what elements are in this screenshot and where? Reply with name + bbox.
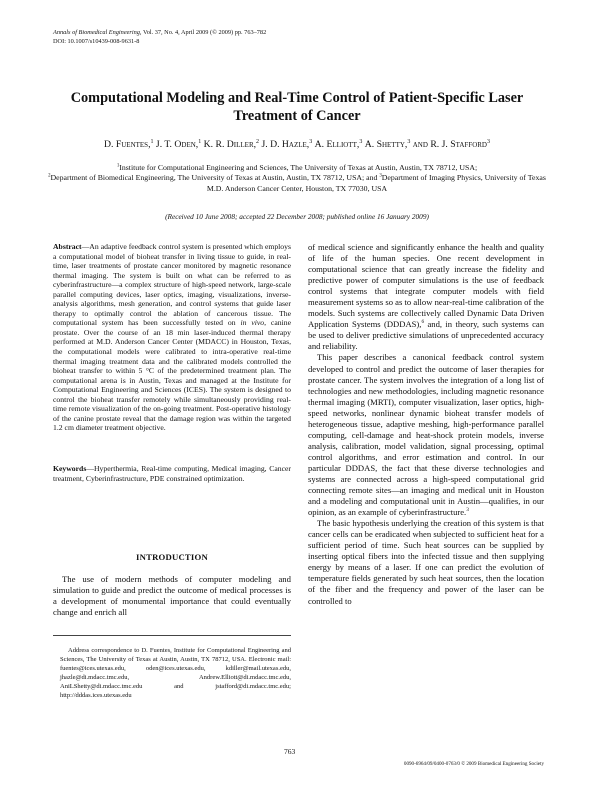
author: A. Elliott, xyxy=(314,139,360,150)
author: D. Fuentes, xyxy=(104,139,151,150)
doi: DOI: 10.1007/s10439-008-9631-8 xyxy=(53,38,140,45)
copyright-line: 0090-6964/09/0400-0763/0 © 2009 Biomedical Engineering Society xyxy=(403,761,544,767)
paragraph-text: of medical science and significantly enhance the health and quality of life of the human species. One recent development in computational science that can greatly increase the fidelity and predictive power of computer simulations is the use of feedback control systems that integrate computer models with field measurement systems so as to allow near-real-time calibration of the models. Such systems are collectively called Dynamic Data Driven Application Systems (DDDAS), xyxy=(308,242,544,330)
author-affil-sup: 1 xyxy=(198,138,202,145)
affil-sup: 2 xyxy=(48,173,51,179)
paragraph: The basic hypothesis underlying the creation of this system is that cancer cells can be eradicated when subjected to sufficient heat for a sufficient period of time. Such heat sources can be supplied by inserting optical fibers into the infected tissue and then supplying energy by means of a laser. If one can predict the evolution of temperature fields generated by such heat sources, then the location of the fiber and the frequency and power of the laser can be controlled to xyxy=(308,518,544,606)
affiliation-3: Department of Imaging Physics, University of Texas M.D. Anderson Cancer Center, Houston, TX 77030, USA xyxy=(206,173,546,193)
paper-title: Computational Modeling and Real-Time Control of Patient-Specific Laser Treatment of Cancer xyxy=(70,90,524,124)
author-affil-sup: 3 xyxy=(359,138,363,145)
keywords-label: Keywords xyxy=(53,464,87,473)
paragraph xyxy=(308,242,544,352)
journal-name: Annals of Biomedical Engineering xyxy=(53,29,140,36)
affil-sup: 1 xyxy=(116,163,120,169)
author: J. T. Oden, xyxy=(155,139,199,150)
affiliation-1: Institute for Computational Engineering and Sciences, The University of Texas at Austin, Austin, TX 78712, USA; xyxy=(119,163,478,172)
affiliations xyxy=(40,163,554,194)
author-affil-sup: 3 xyxy=(309,138,313,145)
page-number: 763 xyxy=(284,747,296,756)
journal-citation xyxy=(53,29,266,37)
footnote-divider xyxy=(53,635,291,636)
abstract-in-vivo: in vivo xyxy=(240,318,265,328)
section-heading-introduction: INTRODUCTION xyxy=(136,552,208,562)
intro-paragraph: The use of modern methods of computer modeling and simulation to guide and predict the outcome of medical processes is a development of monumental importance that could eventually change and enrich all xyxy=(53,574,291,618)
author: and R. J. Stafford xyxy=(412,139,487,150)
author: K. R. Diller, xyxy=(203,139,257,150)
keywords-text: —Hyperthermia, Real-time computing, Medical imaging, Cancer treatment, Cyberinfrastructure, PDE constrained optimization. xyxy=(53,464,291,483)
paragraph-text: This paper describes a canonical feedback control system developed to control and predict the outcome of laser therapies for prostate cancer. The system involves the integration of a long list of technologies and new methodologies, including magnetic resonance thermal imaging (MRTI), computer visualization, laser optics, high-speed networks, nonlinear dynamic bioheat transfer models of heterogeneous tissue, adaptive meshing, high-performance parallel computing, cell-damage and heat-shock protein models, inverse analysis, calibration, model validation, signal processing, optimal control algorithms, and error estimation and control. In our particular DDDAS, the fact that these diverse technologies and systems are connected across a high-speed computational grid connecting remote sites—an imaging and medical unit in Houston and a modeling and computational unit in Austin—qualifies, in our opinion, as an example of cyberinfrastructure. xyxy=(308,352,544,518)
abstract-label: Abstract xyxy=(53,242,82,251)
keywords xyxy=(53,464,291,483)
author: A. Shetty, xyxy=(364,139,408,150)
affil-sup: 3 xyxy=(379,173,382,179)
abstract xyxy=(53,242,291,433)
abstract-text-1: —An adaptive feedback control system is presented which employs a computational model of bioheat transfer in living tissue to guide, in real-time, laser treatments of prostate cancer monitored by magnetic resonance thermal imaging. The system is built on what can be referred to as cyberinfrastructure—a complex structure of high-speed network, large-scale parallel computing devices, laser optics, imaging, visualizations, inverse-analysis algorithms, mesh generation, and control systems that guide laser therapy to optimally control the ablation of cancerous tissue. The computational system has been successfully tested on xyxy=(53,242,291,328)
affiliation-2: Department of Biomedical Engineering, The University of Texas at Austin, Austin, TX 78712, USA; and xyxy=(50,173,378,183)
author-affil-sup: 3 xyxy=(407,138,411,145)
abstract-text-2: , canine prostate. Over the course of an 18 min laser-induced thermal therapy performed at M.D. Anderson Cancer Center (MDACC) in Houston, Texas, the computational models were calibrated to intra-operative real-time thermal imaging treatment data and the calibrated models controlled the bioheat transfer to within 5 °C of the predetermined treatment plan. The computational arena is in Austin, Texas and managed at the Institute for Computational Engineering and Sciences (ICES). The system is designed to control the bioheat transfer remotely while simultaneously providing real-time remote visualization of the on-going treatment. Post-operative histology of the canine prostate reveal that the damage region was within the targeted 1.2 cm diameter treatment objective. xyxy=(53,318,291,433)
right-column xyxy=(308,242,544,607)
author-affil-sup: 3 xyxy=(486,138,490,145)
paragraph-text: and, in theory, such systems can be used to deliver predictive simulations of unprecedented accuracy and reliability. xyxy=(308,319,544,352)
author-list xyxy=(30,139,564,151)
correspondence-footnote: Address correspondence to D. Fuentes, Institute for Computational Engineering and Sciences, The University of Texas at Austin, Austin, TX 78712, USA. Electronic mail: fuentes@ices.utexas.edu, oden@ices.utexas.edu, kdiller@mail.utexas.edu, jhazle@di.mdacc.tmc.edu, Andrew.Elliott@di.mdacc.tmc.edu, AniLShetty@di.mdacc.tmc.edu and jstafford@di.mdacc.tmc.edu; http://dddas.ices.utexas.edu xyxy=(60,647,291,699)
paragraph xyxy=(308,352,544,518)
received-dates: (Received 10 June 2008; accepted 22 December 2008; published online 16 January 2009) xyxy=(165,212,429,221)
author-affil-sup: 2 xyxy=(256,138,260,145)
author-affil-sup: 1 xyxy=(150,138,154,145)
journal-volume: , Vol. 37, No. 4, April 2009 (© 2009) pp. 763–782 xyxy=(139,29,267,36)
citation-ref: 6 xyxy=(421,319,425,326)
citation-ref: 3 xyxy=(466,507,469,514)
author: J. D. Hazle, xyxy=(261,139,310,150)
